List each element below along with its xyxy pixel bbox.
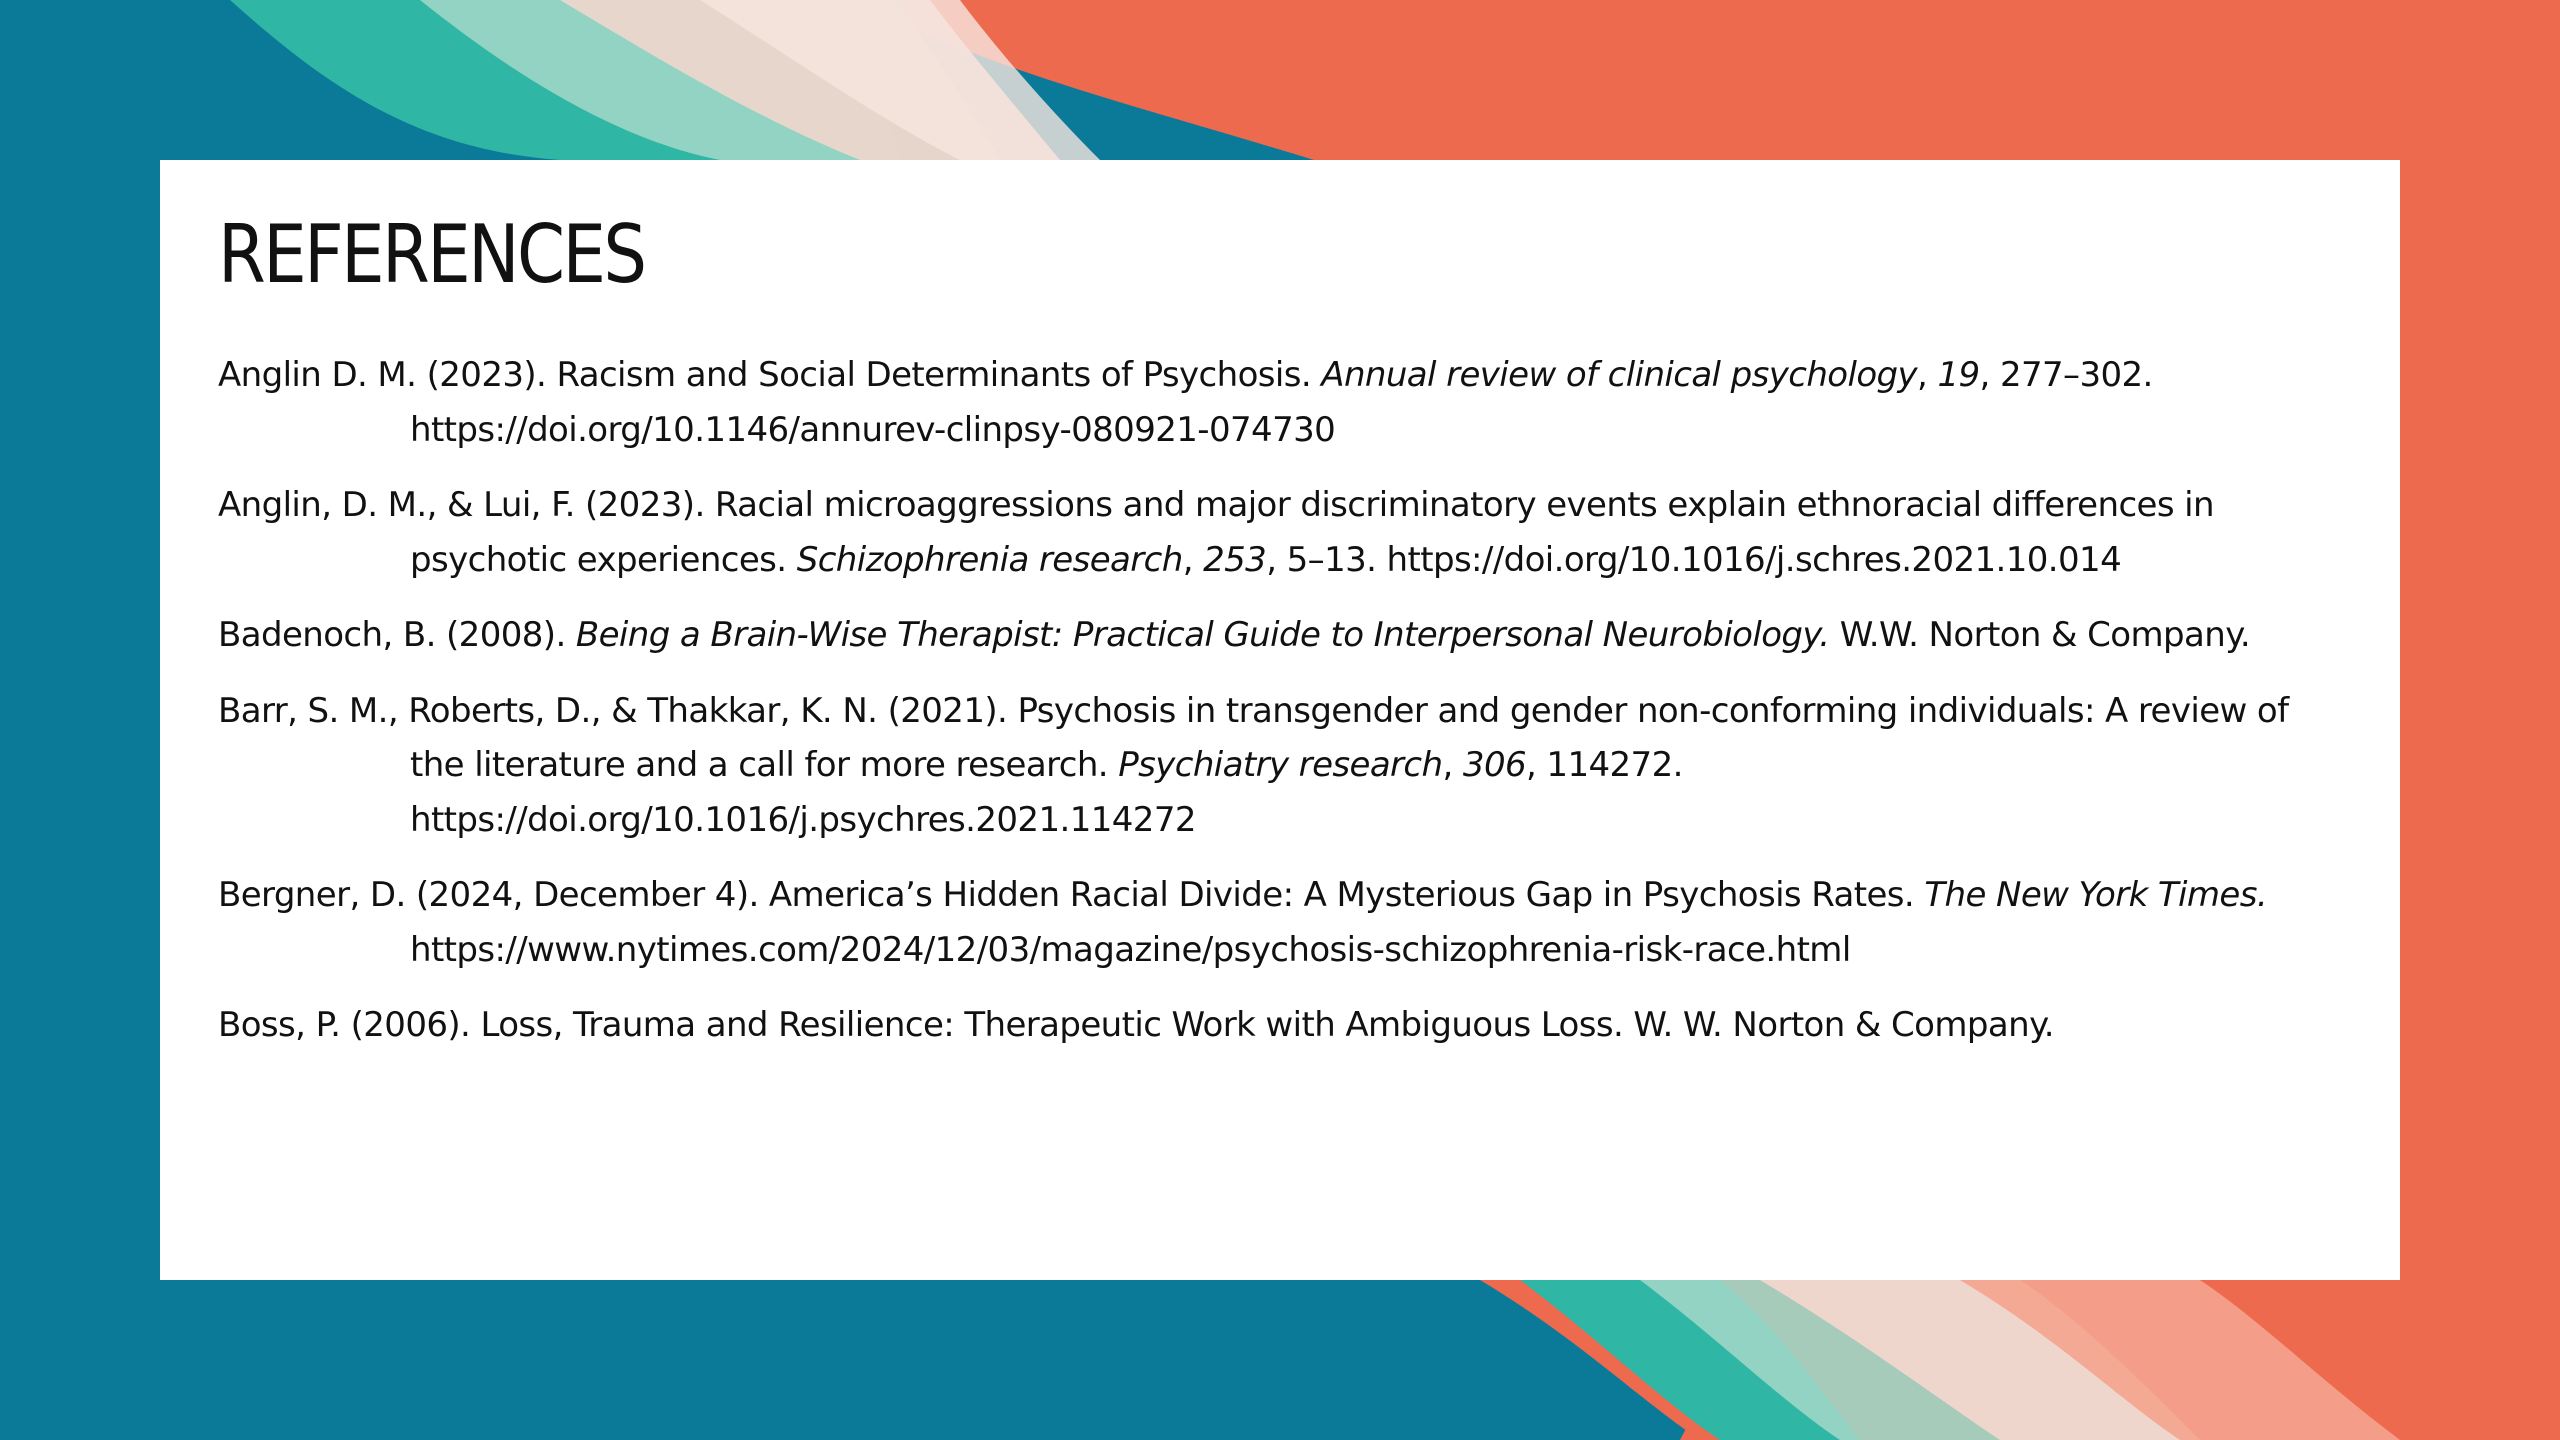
- reference-text: Anglin, D. M., & Lui, F. (2023). Racial microaggressions and major discriminatory events explain ethnoracial differences in psychotic experiences.: [218, 485, 2214, 580]
- reference-item: [218, 348, 2342, 457]
- reference-pages-doi: , 277–302. https://doi.org/10.1146/annurev-clinpsy-080921-074730: [410, 355, 2153, 450]
- reference-source: The New York Times.: [1924, 875, 2268, 915]
- reference-separator: ,: [1917, 355, 1938, 395]
- reference-book-title: Being a Brain-Wise Therapist: Practical Guide to Interpersonal Neurobiology.: [575, 615, 1830, 655]
- reference-source: Schizophrenia research: [796, 539, 1183, 580]
- reference-url: https://www.nytimes.com/2024/12/03/magazine/psychosis-schizophrenia-risk-race.html: [410, 929, 1851, 970]
- reference-item: [218, 998, 2342, 1053]
- reference-separator: ,: [1442, 745, 1463, 785]
- reference-text: Bergner, D. (2024, December 4). America’s Hidden Racial Divide: A Mysterious Gap in Psychosis Rates.: [218, 875, 1925, 915]
- reference-separator: ,: [1182, 539, 1204, 580]
- reference-item: [218, 478, 2342, 587]
- reference-text: Anglin D. M. (2023). Racism and Social Determinants of Psychosis.: [218, 355, 1322, 395]
- reference-publisher: W.W. Norton & Company.: [1829, 615, 2251, 655]
- reference-item: [218, 608, 2342, 663]
- reference-volume: 306: [1462, 745, 1527, 785]
- reference-item: [218, 868, 2342, 977]
- slide-title: REFERENCES: [218, 208, 645, 301]
- reference-volume: 253: [1203, 539, 1267, 580]
- reference-source: Psychiatry research: [1118, 745, 1443, 785]
- reference-pages-doi: , 114272. https://doi.org/10.1016/j.psychres.2021.114272: [410, 745, 1683, 840]
- references-card: [160, 160, 2400, 1280]
- reference-text: Barr, S. M., Roberts, D., & Thakkar, K. N. (2021). Psychosis in transgender and gender non-conforming individuals: A review of the literature and a call for more research.: [218, 690, 2289, 785]
- reference-list: [218, 348, 2342, 1053]
- reference-source: Annual review of clinical psychology: [1321, 355, 1918, 395]
- reference-text: Boss, P. (2006). Loss, Trauma and Resilience: Therapeutic Work with Ambiguous Loss. W. W. Norton & Company.: [218, 1005, 2054, 1045]
- reference-text: Badenoch, B. (2008).: [218, 615, 576, 655]
- reference-volume: 19: [1937, 355, 1980, 395]
- reference-item: [218, 684, 2342, 848]
- reference-pages-doi: , 5–13. https://doi.org/10.1016/j.schres.2021.10.014: [1266, 539, 2122, 580]
